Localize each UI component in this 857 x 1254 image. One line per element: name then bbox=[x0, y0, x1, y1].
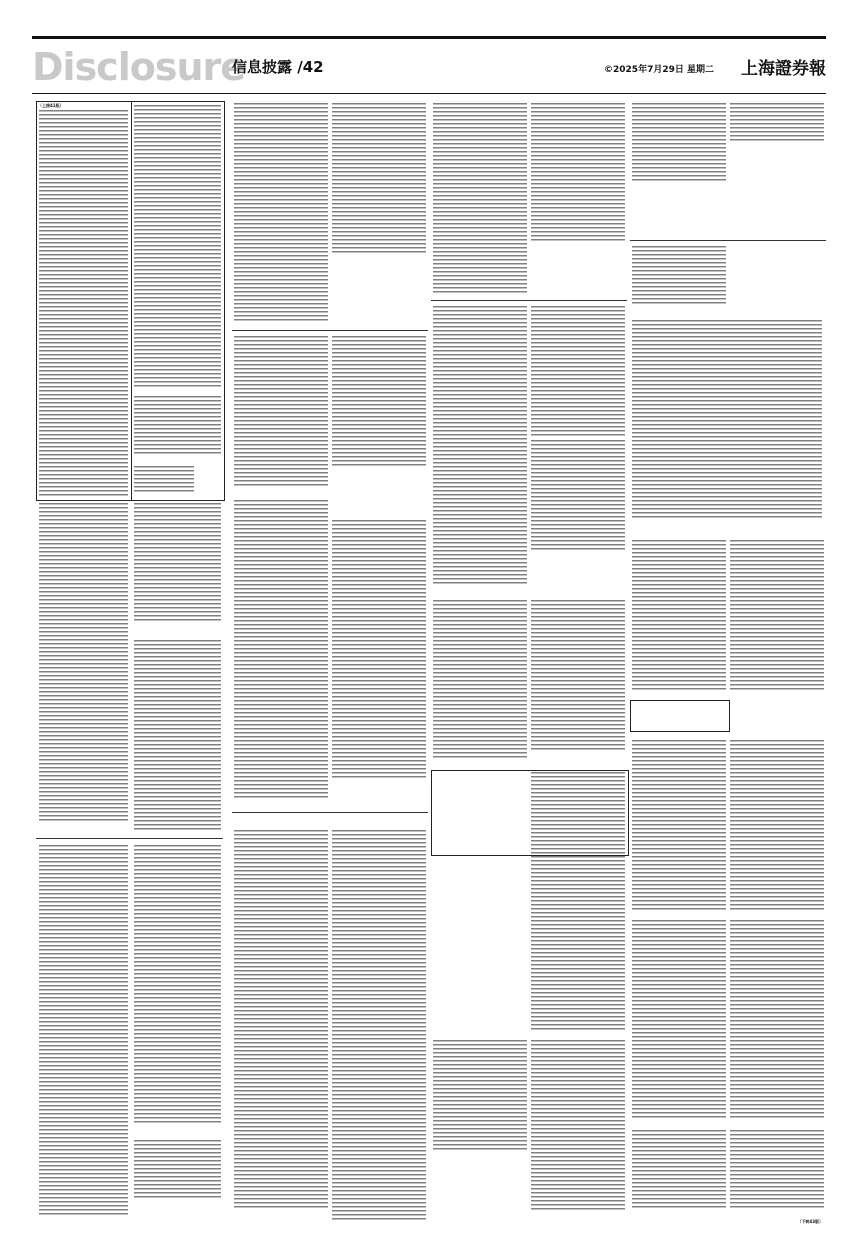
article-text-31 bbox=[632, 540, 726, 690]
continued-from-label: （上接41版） bbox=[38, 103, 64, 108]
article-text-8 bbox=[134, 1140, 221, 1200]
divider-4 bbox=[431, 300, 627, 301]
article-text-1 bbox=[39, 110, 128, 496]
article-text-5 bbox=[134, 640, 221, 830]
article-text-14 bbox=[332, 520, 426, 780]
article-text-29 bbox=[632, 246, 726, 306]
article-text-32 bbox=[730, 540, 824, 690]
article-text-28 bbox=[730, 103, 824, 143]
article-text-21 bbox=[531, 440, 625, 550]
article-text-33 bbox=[632, 740, 726, 910]
article-text-20 bbox=[531, 306, 625, 436]
article-text-19 bbox=[433, 306, 527, 586]
article-text-34 bbox=[730, 740, 824, 910]
article-text-10 bbox=[332, 103, 426, 253]
article-text-6 bbox=[39, 845, 128, 1215]
article-text-3 bbox=[39, 503, 128, 823]
article-box-4 bbox=[630, 700, 730, 732]
article-text-4 bbox=[134, 503, 221, 623]
article-text-35 bbox=[632, 920, 726, 1120]
article-text-12 bbox=[332, 336, 426, 466]
article-text-17 bbox=[433, 103, 527, 293]
article-text-38 bbox=[730, 1130, 824, 1210]
article-text-13 bbox=[234, 500, 328, 800]
article-text-24 bbox=[531, 772, 625, 1032]
divider-2 bbox=[232, 330, 428, 331]
article-text-11 bbox=[234, 336, 328, 486]
article-text-37 bbox=[632, 1130, 726, 1210]
divider-5 bbox=[630, 240, 826, 241]
article-text-22 bbox=[433, 600, 527, 760]
article-text-2c bbox=[134, 466, 194, 494]
divider-3 bbox=[232, 812, 428, 813]
article-text-16 bbox=[332, 830, 426, 1220]
article-text-26 bbox=[531, 1040, 625, 1210]
masthead bbox=[32, 44, 826, 90]
top-rule bbox=[32, 36, 826, 39]
article-text-27 bbox=[632, 103, 726, 183]
article-text-9 bbox=[234, 103, 328, 323]
article-text-25 bbox=[433, 1040, 527, 1150]
continued-to-note: （下转43版） bbox=[797, 1219, 823, 1224]
article-text-30 bbox=[632, 320, 822, 520]
article-text-18 bbox=[531, 103, 625, 243]
article-text-2b bbox=[134, 396, 221, 456]
divider-1 bbox=[36, 838, 223, 839]
article-text-23 bbox=[531, 600, 625, 750]
article-text-2 bbox=[134, 105, 221, 387]
article-text-36 bbox=[730, 920, 824, 1120]
article-text-15 bbox=[234, 830, 328, 1210]
article-text-7 bbox=[134, 845, 221, 1125]
brand-wordmark: Disclosure bbox=[32, 45, 246, 89]
masthead-rule bbox=[32, 93, 826, 94]
issue-date: ©2025年7月29日 星期二 bbox=[604, 65, 714, 75]
section-title: 信息披露 /42 bbox=[232, 58, 324, 76]
newspaper-logo: 上海證券報 bbox=[741, 59, 826, 79]
